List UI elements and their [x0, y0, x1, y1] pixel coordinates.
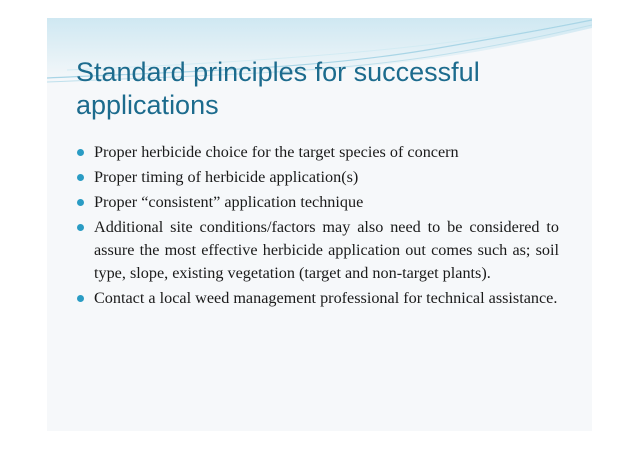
- bullet-text: Proper herbicide choice for the target species of concern: [94, 143, 459, 161]
- filled-circle-icon: [77, 224, 84, 231]
- bullet-item: [76, 287, 559, 310]
- filled-circle-icon: [77, 295, 84, 302]
- slide: [47, 18, 592, 431]
- bullet-item: [76, 191, 559, 214]
- bullet-item: [76, 166, 559, 189]
- bullet-text: Contact a local weed management professional for technical assistance.: [94, 289, 558, 307]
- slide-title: Standard principles for successful applications: [76, 57, 480, 120]
- bullet-text: Proper timing of herbicide application(s): [94, 168, 359, 186]
- bullet-list: [76, 141, 559, 312]
- bullet-text: Additional site conditions/factors may also need to be considered to assure the most effective herbicide application out comes such as; soil type, slope, existing vegetation (target and non-target plants).: [94, 218, 559, 282]
- bullet-item: [76, 216, 559, 285]
- filled-circle-icon: [77, 149, 84, 156]
- filled-circle-icon: [77, 174, 84, 181]
- filled-circle-icon: [77, 199, 84, 206]
- bullet-text: Proper “consistent” application technique: [94, 193, 364, 211]
- bullet-item: [76, 141, 559, 164]
